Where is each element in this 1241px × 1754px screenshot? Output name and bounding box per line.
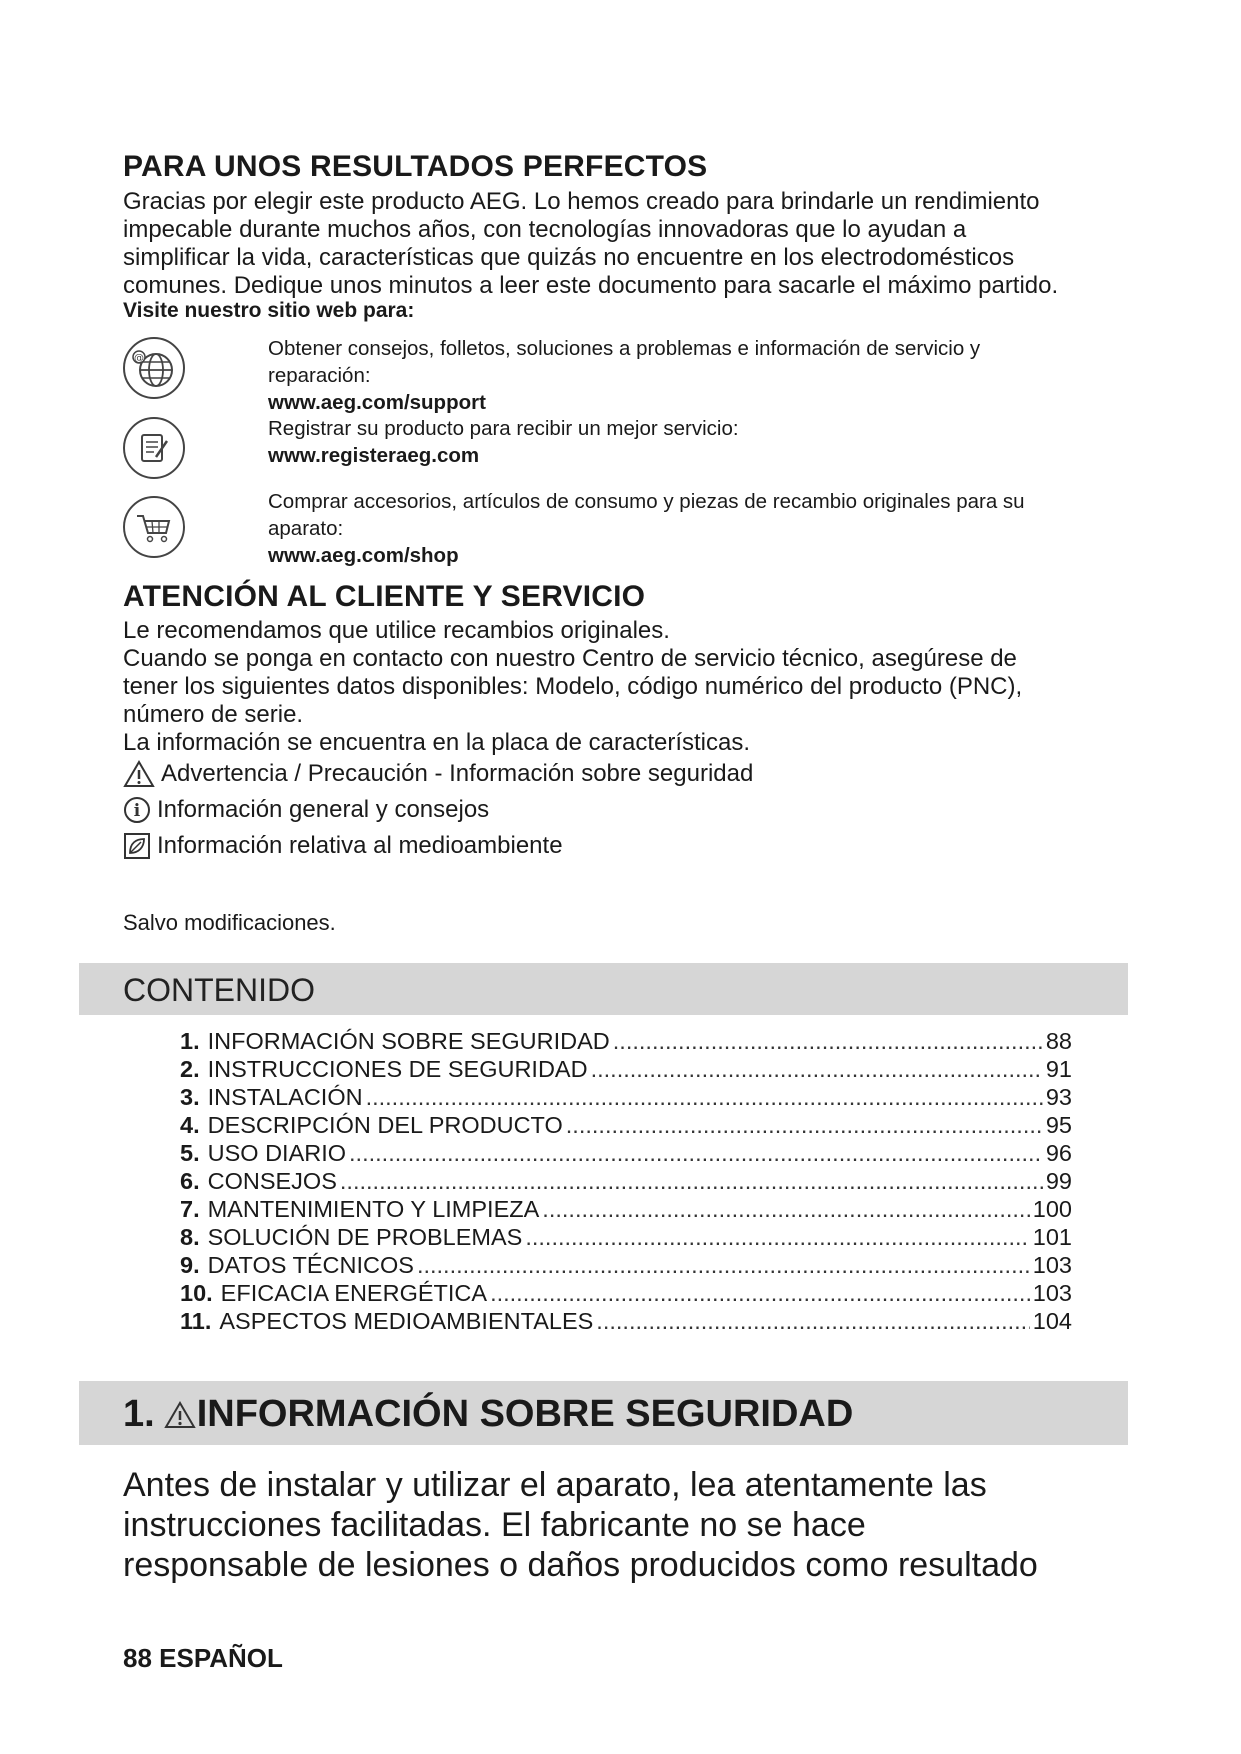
legend-info bbox=[123, 796, 489, 824]
safety-title: INFORMACIÓN SOBRE SEGURIDAD bbox=[196, 1393, 854, 1435]
svg-text:i: i bbox=[133, 801, 141, 821]
modification-note: Salvo modificaciones. bbox=[123, 910, 336, 935]
safety-intro-line: Antes de instalar y utilizar el aparato, lea atentamente las bbox=[123, 1466, 987, 1504]
care-line: tener los siguientes datos disponibles: Modelo, código numérico del producto (PNC), bbox=[123, 673, 1023, 700]
safety-header-band bbox=[79, 1381, 1128, 1445]
legend-text: Advertencia / Precaución - Información sobre seguridad bbox=[161, 760, 754, 787]
toc-title: CONTENIDO bbox=[123, 972, 315, 1008]
shop-link[interactable]: www.aeg.com/shop bbox=[268, 544, 459, 567]
toc-item[interactable]: 8. SOLUCIÓN DE PROBLEMAS ..... 101 bbox=[180, 1224, 1072, 1252]
legend-text: Información general y consejos bbox=[157, 796, 490, 823]
register-link[interactable]: www.registeraeg.com bbox=[268, 444, 480, 467]
table-of-contents bbox=[180, 1028, 1072, 1336]
toc-item[interactable]: 10. EFICACIA ENERGÉTICA ..... 103 bbox=[180, 1280, 1072, 1308]
toc-item[interactable]: 1. INFORMACIÓN SOBRE SEGURIDAD ..... 88 bbox=[180, 1028, 1072, 1056]
toc-item[interactable]: 4. DESCRIPCIÓN DEL PRODUCTO ..... 95 bbox=[180, 1112, 1072, 1140]
safety-section-number: 1. bbox=[123, 1393, 155, 1435]
care-heading: ATENCIÓN AL CLIENTE Y SERVICIO bbox=[123, 580, 646, 613]
leaf-icon bbox=[123, 832, 151, 860]
toc-item[interactable]: 5. USO DIARIO ..... 96 bbox=[180, 1140, 1072, 1168]
cart-icon bbox=[123, 496, 185, 558]
service-shop bbox=[268, 488, 1025, 569]
globe-icon bbox=[123, 337, 185, 399]
legend-text: Información relativa al medioambiente bbox=[157, 832, 563, 859]
safety-intro-line: responsable de lesiones o daños producidos como resultado bbox=[123, 1546, 1038, 1584]
results-line: comunes. Dedique unos minutos a leer este documento para sacarle el máximo partido. bbox=[123, 272, 1059, 299]
care-line: número de serie. bbox=[123, 701, 304, 728]
care-paragraph bbox=[123, 617, 1022, 757]
service-support bbox=[268, 335, 980, 416]
results-line: Gracias por elegir este producto AEG. Lo hemos creado para brindarle un rendimiento bbox=[123, 188, 1040, 215]
warning-icon bbox=[163, 1400, 197, 1430]
safety-intro bbox=[123, 1465, 1038, 1585]
toc-item[interactable]: 3. INSTALACIÓN ..... 93 bbox=[180, 1084, 1072, 1112]
service-text: Comprar accesorios, artículos de consumo y piezas de recambio originales para su bbox=[268, 490, 1025, 513]
results-line: impecable durante muchos años, con tecnologías innovadoras que lo ayudan a bbox=[123, 216, 967, 243]
care-line: La información se encuentra en la placa de características. bbox=[123, 729, 751, 756]
toc-item[interactable]: 6. CONSEJOS ..... 99 bbox=[180, 1168, 1072, 1196]
safety-heading bbox=[123, 1393, 853, 1436]
service-register bbox=[268, 415, 739, 469]
safety-intro-line: instrucciones facilitadas. El fabricante no se hace bbox=[123, 1506, 866, 1544]
care-line: Cuando se ponga en contacto con nuestro Centro de servicio técnico, asegúrese de bbox=[123, 645, 1017, 672]
service-text: aparato: bbox=[268, 517, 344, 540]
results-line: simplificar la vida, características que quizás no encuentre en los electrodomésticos bbox=[123, 244, 1015, 271]
results-paragraph bbox=[123, 188, 1058, 300]
service-text: reparación: bbox=[268, 364, 371, 387]
svg-text:@: @ bbox=[134, 353, 144, 364]
support-link[interactable]: www.aeg.com/support bbox=[268, 391, 486, 414]
legend-environment bbox=[123, 832, 563, 860]
toc-item[interactable]: 7. MANTENIMIENTO Y LIMPIEZA ..... 100 bbox=[180, 1196, 1072, 1224]
results-heading: PARA UNOS RESULTADOS PERFECTOS bbox=[123, 150, 708, 183]
visit-label: Visite nuestro sitio web para: bbox=[123, 299, 415, 322]
service-text: Obtener consejos, folletos, soluciones a problemas e información de servicio y bbox=[268, 337, 981, 360]
care-line: Le recomendamos que utilice recambios originales. bbox=[123, 617, 670, 644]
toc-item[interactable]: 9. DATOS TÉCNICOS ..... 103 bbox=[180, 1252, 1072, 1280]
warning-icon bbox=[123, 760, 155, 788]
toc-item[interactable]: 11. ASPECTOS MEDIOAMBIENTALES ..... 104 bbox=[180, 1308, 1072, 1336]
legend-warning bbox=[123, 760, 753, 788]
toc-item[interactable]: 2. INSTRUCCIONES DE SEGURIDAD ..... 91 bbox=[180, 1056, 1072, 1084]
service-text: Registrar su producto para recibir un mejor servicio: bbox=[268, 417, 739, 440]
page-footer: 88 ESPAÑOL bbox=[123, 1643, 283, 1673]
toc-header-band bbox=[79, 963, 1128, 1015]
register-icon bbox=[123, 417, 185, 479]
info-icon bbox=[123, 796, 151, 824]
